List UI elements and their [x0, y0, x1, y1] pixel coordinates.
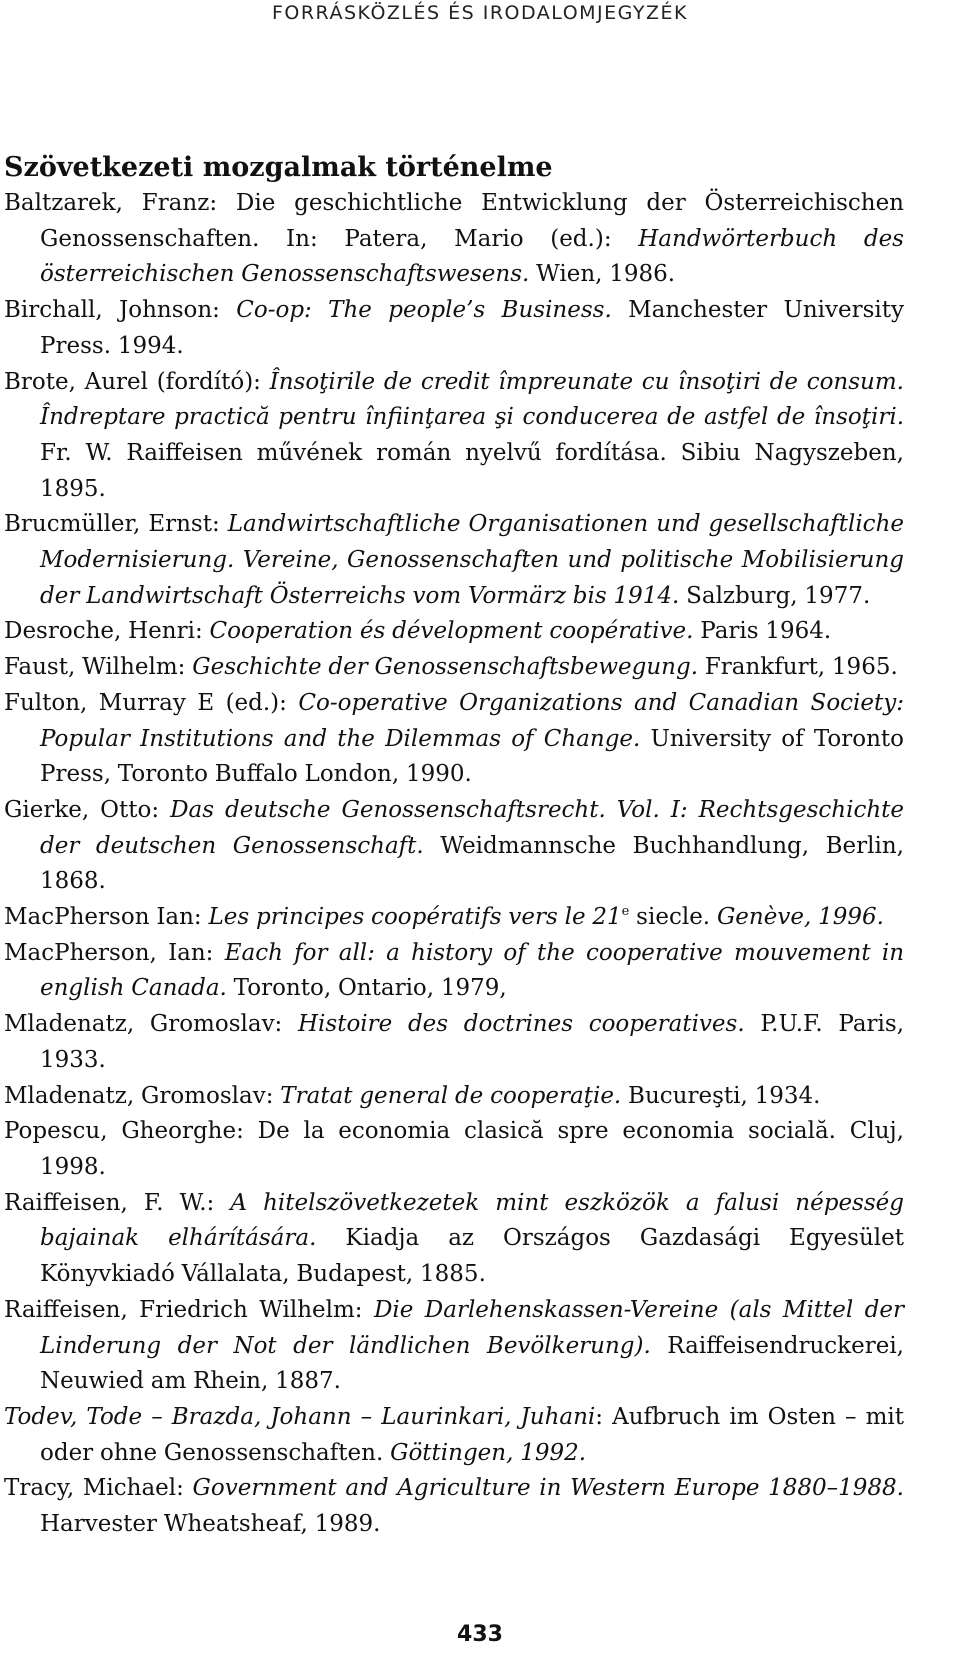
running-head: FORRÁSKÖZLÉS ÉS IRODALOMJEGYZÉK [271, 2, 689, 24]
bibliography-entry: Mladenatz, Gromoslav: Histoire des doctrines cooperatives. P.U.F. Paris, 1933. [4, 1011, 905, 1073]
superscript: e [621, 904, 630, 920]
bibliography-entry: MacPherson Ian: Les principes coopératifs vers le 21e siecle. Genève, 1996. [4, 904, 884, 931]
bibliography-entry: Brucmüller, Ernst: Landwirtschaftliche Organisationen und gesellschaftliche Modernisierung. Vereine, Genossenschaften und politische Mobilisierung der Landwirtschaft Österreichs vom Vormärz bis 1914. Salzburg, 1977. [4, 511, 904, 609]
bibliography-entry: Birchall, Johnson: Co-op: The people’s Business. Manchester University Press. 1994. [4, 297, 905, 359]
bibliography-entry: MacPherson, Ian: Each for all: a history of the cooperative mouvement in english Canada. Toronto, Ontario, 1979, [4, 939, 905, 1002]
bibliography-entry: Baltzarek, Franz: Die geschichtliche Entwicklung der Österreichischen Genossenschaften. In: Patera, Mario (ed.): Handwörterbuch des österreichischen Genossenschaftswesens. Wien, 1986. [4, 190, 904, 288]
section-title: Szövetkezeti mozgalmak történelme [4, 152, 553, 183]
bibliography-entry: Todev, Tode – Brazda, Johann – Laurinkari, Juhani: Aufbruch im Osten – mit oder ohne Genossenschaften. Göttingen, 1992. [4, 1403, 904, 1466]
bibliography-entry: Gierke, Otto: Das deutsche Genossenschaftsrecht. Vol. I: Rechtsgeschichte der deutschen Genossenschaft. Weidmannsche Buchhandlung, Berlin, 1868. [4, 796, 904, 895]
bibliography-entry: Fulton, Murray E (ed.): Co-operative Organizations and Canadian Society: Popular Institutions and the Dilemmas of Change. University of Toronto Press, Toronto Buffalo London, 1990. [4, 689, 904, 788]
bibliography-list [4, 186, 904, 1543]
bibliography-entry: Mladenatz, Gromoslav: Tratat general de cooperaţie. Bucureşti, 1934. [4, 1082, 821, 1109]
bibliography-entry: Raiffeisen, F. W.: A hitelszövetkezetek mint eszközök a falusi népesség bajainak elhárítására. Kiadja az Országos Gazdasági Egyesület Könyvkiadó Vállalata, Budapest, 1885. [4, 1189, 904, 1288]
bibliography-entry: Faust, Wilhelm: Geschichte der Genossenschaftsbewegung. Frankfurt, 1965. [4, 654, 898, 681]
page-number: 433 [457, 1622, 503, 1647]
bibliography-entry: Raiffeisen, Friedrich Wilhelm: Die Darlehenskassen-Vereine (als Mittel der Linderung der Not der ländlichen Bevölkerung). Raiffeisendruckerei, Neuwied am Rhein, 1887. [4, 1296, 905, 1395]
bibliography-section [4, 150, 904, 1543]
bibliography-entry: Popescu, Gheorghe: De la economia clasică spre economia socială. Cluj, 1998. [4, 1118, 904, 1180]
bibliography-entry: Brote, Aurel (fordító): Însoţirile de credit împreunate cu însoţiri de consum. Îndreptare practică pentru înfiinţarea şi conducerea de astfel de însoţiri. Fr. W. Raiffeisen művének román nyelvű fordítása. Sibiu Nagyszeben, 1895. [4, 368, 904, 502]
bibliography-entry: Tracy, Michael: Government and Agriculture in Western Europe 1880–1988. Harvester Wheatsheaf, 1989. [4, 1475, 904, 1538]
bibliography-entry: Desroche, Henri: Cooperation és dévelopment coopérative. Paris 1964. [4, 618, 832, 645]
